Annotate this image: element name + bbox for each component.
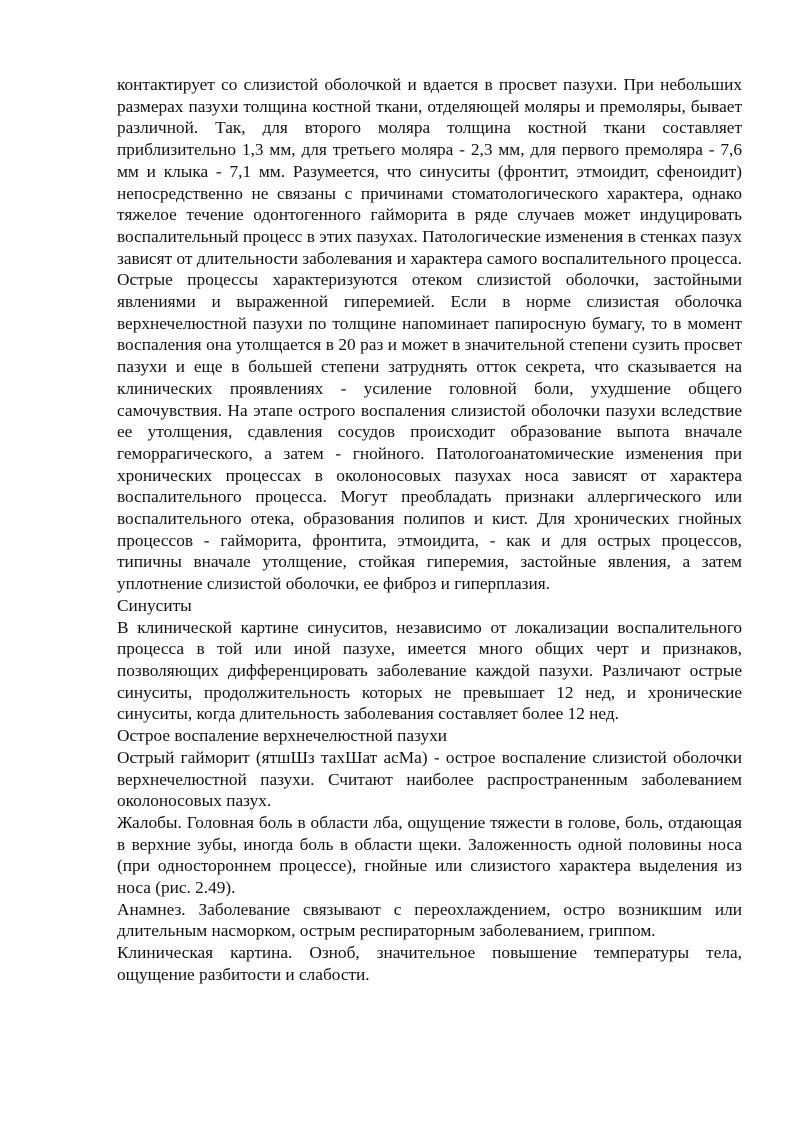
paragraph-clinical-picture: Клиническая картина. Озноб, значительное повышение температуры тела, ощущение разбитости и слабости. (117, 943, 742, 984)
paragraph-complaints: Жалобы. Головная боль в области лба, ощущение тяжести в голове, боль, отдающая в верхние зубы, иногда боль в области щеки. Заложенность одной половины носа (при одностороннем процессе), гнойные или слизистого характера выделения из носа (рис. 2.49). (117, 812, 742, 898)
paragraph-sinusitis-clinical: В клинической картине синуситов, независимо от локализации воспалительного процесса в той или иной пазухе, имеется много общих черт и признаков, позволяющих дифференцировать заболевание каждой пазухи. Различают острые синуситы, продолжительность которых не превышает 12 нед, и хронические синуситы, когда длительность заболевания составляет более 12 нед. (117, 617, 742, 724)
document-page (117, 74, 742, 986)
paragraph-anamnesis: Анамнез. Заболевание связывают с переохлаждением, остро возникшим или длительным насморком, острым респираторным заболеванием, гриппом. (117, 899, 742, 941)
paragraph-sinus-pathology: контактирует со слизистой оболочкой и вдается в просвет пазухи. При небольших размерах пазухи толщина костной ткани, отделяющей моляры и премоляры, бывает различной. Так, для второго моляра толщина костной ткани составляет приблизительно 1,3 мм, для третьего моляра - 2,3 мм, для первого премоляра - 7,6 мм и клыка - 7,1 мм. Разумеется, что синуситы (фронтит, этмоидит, сфеноидит) непосредственно не связаны с причинами стоматологического характера, однако тяжелое течение одонтогенного гайморита в ряде случаев может индуцировать воспалительный процесс в этих пазухах. Патологические изменения в стенках пазух зависят от длительности заболевания и характера самого воспалительного процесса. Острые процессы характеризуются отеком слизистой оболочки, застойными явлениями и выраженной гиперемией. Если в норме слизистая оболочка верхнечелюстной пазухи по толщине напоминает папиросную бумагу, то в момент воспаления она утолщается в 20 раз и может в значительной степени сузить просвет пазухи и еще в большей степени затруднять отток секрета, что сказывается на клинических проявлениях - усиление головной боли, ухудшение общего самочувствия. На этапе острого воспаления слизистой оболочки пазухи вследствие ее утолщения, сдавления сосудов происходит образование выпота вначале геморрагического, а затем - гнойного. Патологоанатомические изменения при хронических процессах в околоносовых пазухах носа зависят от характера воспалительного процесса. Могут преобладать признаки аллергического или воспалительного отека, образования полипов и кист. Для хронических гнойных процессов - гайморита, фронтита, этмоидита, - как и для острых процессов, типичны вначале утолщение, стойкая гиперемия, застойные явления, а затем уплотнение слизистой оболочки, ее фиброз и гиперплазия. (117, 75, 742, 594)
heading-sinusitis: Синуситы (117, 595, 192, 615)
paragraph-acute-maxillary-definition: Острый гайморит (ятшШз тахШат асМа) - острое воспаление слизистой оболочки верхнечелюстной пазухи. Считают наиболее распространенным заболеванием околоносовых пазух. (117, 747, 742, 811)
heading-acute-maxillary-sinusitis: Острое воспаление верхнечелюстной пазухи (117, 726, 448, 746)
